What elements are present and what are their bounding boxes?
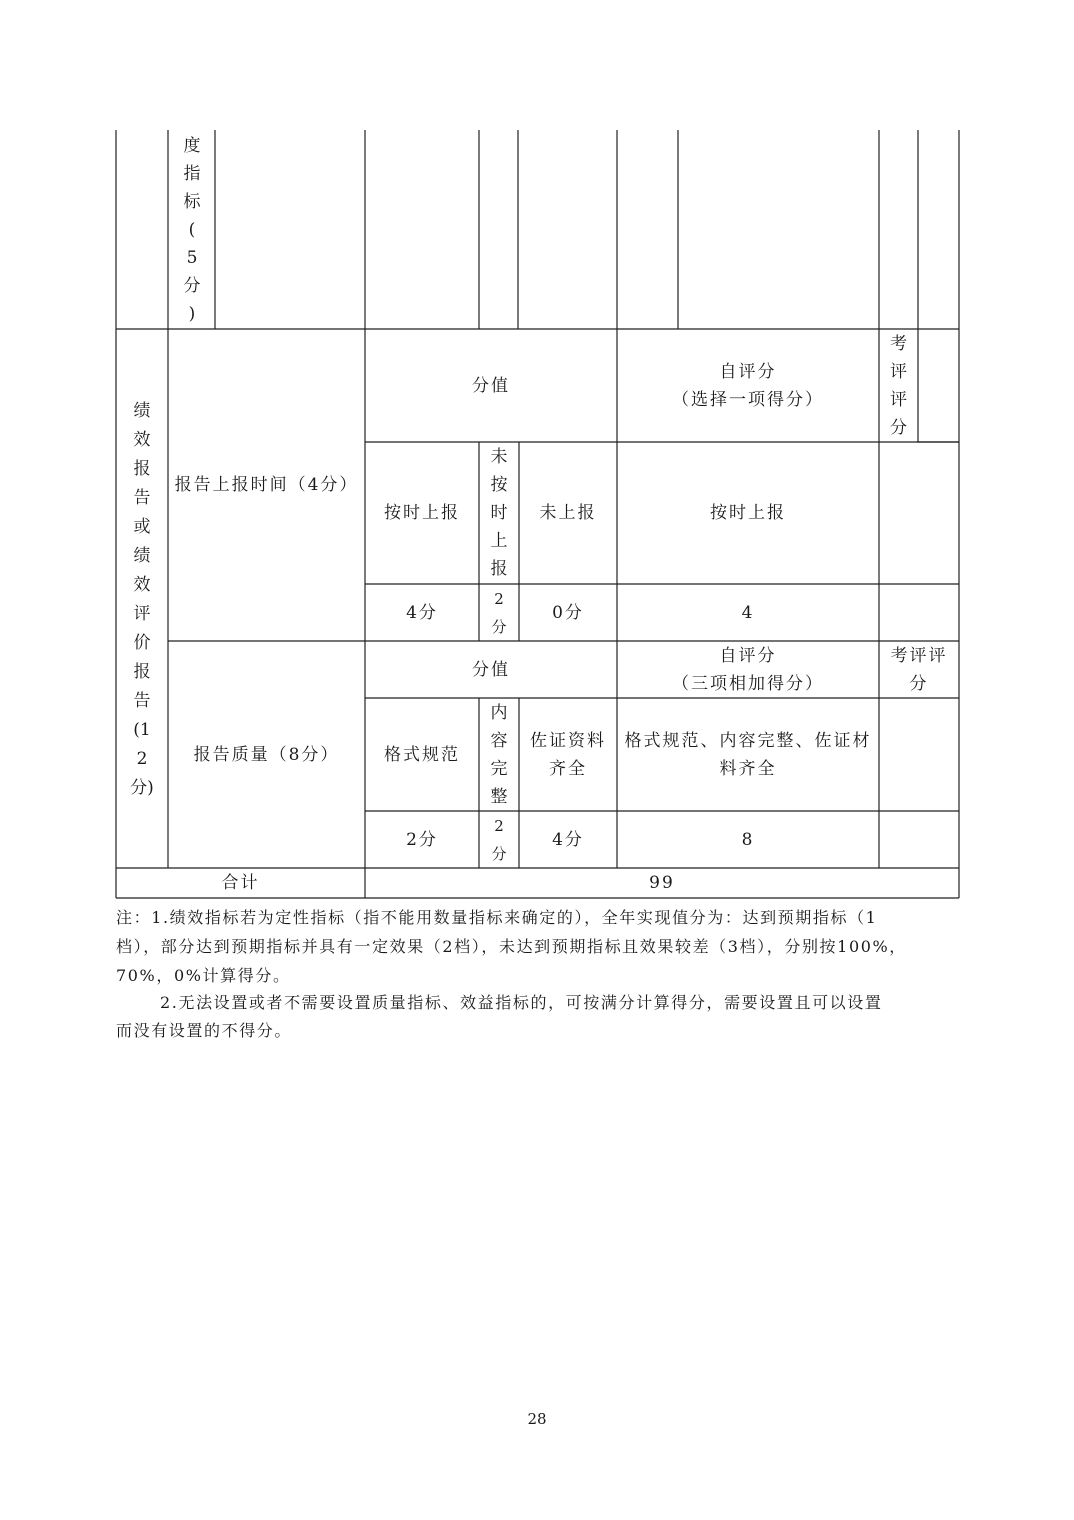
- time-self-value: 按时上报: [710, 503, 786, 523]
- category-char: 告: [133, 488, 151, 508]
- category-char: 分): [130, 778, 154, 798]
- opt-late: [479, 442, 519, 584]
- pts-late-char: 2: [494, 589, 504, 608]
- fragment-char: 分: [183, 275, 201, 296]
- category-char: 绩: [133, 401, 151, 421]
- category-char: 告: [133, 691, 151, 711]
- category-char: 效: [133, 430, 151, 450]
- page-number: 28: [527, 1410, 547, 1428]
- pts-evidence: 4分: [552, 829, 584, 850]
- evidence-line2: 齐全: [549, 758, 587, 779]
- note-line: 70%，0%计算得分。: [116, 966, 291, 985]
- pts-content-char: 分: [491, 844, 507, 863]
- category-char: 报: [133, 662, 151, 682]
- self-header-line1: 自评分: [719, 361, 777, 382]
- pts-late: [479, 584, 519, 641]
- pts-ontime: 4分: [406, 602, 438, 623]
- quality-review-header: [879, 641, 959, 698]
- fragment-char: 度: [183, 135, 201, 156]
- content-char: 内: [490, 702, 508, 723]
- content-char: 容: [490, 730, 508, 751]
- content-char: 完: [490, 758, 508, 779]
- late-char: 报: [490, 559, 508, 579]
- fragment-char: 5: [186, 247, 198, 268]
- time-review-header: [879, 329, 918, 442]
- total-label: 合计: [221, 873, 260, 893]
- pts-format: 2分: [406, 829, 438, 850]
- fragment-char: 标: [183, 191, 201, 212]
- note-line: 而没有设置的不得分。: [116, 1021, 293, 1040]
- quality-self-header: [617, 641, 879, 698]
- quality-self-value: [617, 698, 879, 811]
- note-line: 注：1.绩效指标若为定性指标（指不能用数量指标来确定的），全年实现值分为：达到预期指标（1: [116, 908, 878, 927]
- quality-score-header: 分值: [472, 659, 510, 680]
- review-header-line2: 分: [909, 673, 929, 694]
- time-self-header: [617, 329, 879, 442]
- category-char: 或: [133, 517, 151, 537]
- pts-late-char: 分: [491, 617, 507, 636]
- opt-ontime: 按时上报: [384, 503, 460, 523]
- self-header-line2: （选择一项得分）: [672, 389, 824, 410]
- category-char: 报: [133, 459, 151, 479]
- total-value: 99: [649, 873, 675, 893]
- review-char: 考: [890, 333, 907, 354]
- late-char: 按: [490, 475, 508, 495]
- content-char: 整: [490, 786, 508, 807]
- quality-block-label: 报告质量（8分）: [193, 744, 340, 765]
- opt-none: 未上报: [539, 503, 597, 523]
- opt-evidence: [519, 698, 617, 811]
- category-char: 绩: [133, 546, 151, 566]
- pts-none: 0分: [552, 602, 584, 623]
- category-char: 价: [133, 633, 151, 653]
- opt-content: [479, 698, 519, 811]
- category-char: 效: [133, 575, 151, 595]
- opt-format: 格式规范: [384, 744, 460, 765]
- top-fragment-label: [170, 130, 214, 329]
- self-value-line2: 料齐全: [719, 758, 777, 779]
- category-label: [116, 395, 168, 805]
- category-char: 2: [136, 749, 148, 769]
- pts-content: [479, 811, 519, 868]
- late-char: 上: [490, 531, 508, 551]
- time-score-header: 分值: [472, 375, 510, 396]
- fragment-char: 指: [183, 163, 201, 184]
- quality-self-score: 8: [741, 829, 755, 850]
- fragment-char: ): [188, 303, 196, 324]
- self-value-line1: 格式规范、内容完整、佐证材: [624, 730, 872, 751]
- late-char: 时: [490, 503, 508, 523]
- time-self-score: 4: [741, 602, 755, 623]
- note-line: 2.无法设置或者不需要设置质量指标、效益指标的，可按满分计算得分，需要设置且可以设置: [160, 993, 883, 1012]
- review-char: 评: [890, 361, 907, 382]
- pts-content-char: 2: [494, 816, 504, 835]
- late-char: 未: [490, 447, 508, 467]
- review-char: 分: [890, 417, 907, 438]
- note-line: 档），部分达到预期指标并具有一定效果（2档），未达到预期指标且效果较差（3档），分别按100%，: [116, 937, 907, 956]
- review-header-line1: 考评评: [890, 645, 948, 666]
- self-header-line2: （三项相加得分）: [672, 673, 824, 694]
- evidence-line1: 佐证资料: [530, 730, 606, 751]
- time-block-label: 报告上报时间（4分）: [174, 475, 359, 495]
- self-header-line1: 自评分: [719, 645, 777, 666]
- fragment-char: (: [188, 219, 196, 240]
- category-char: 评: [133, 604, 151, 624]
- review-char: 评: [890, 389, 907, 410]
- category-char: (1: [133, 720, 151, 740]
